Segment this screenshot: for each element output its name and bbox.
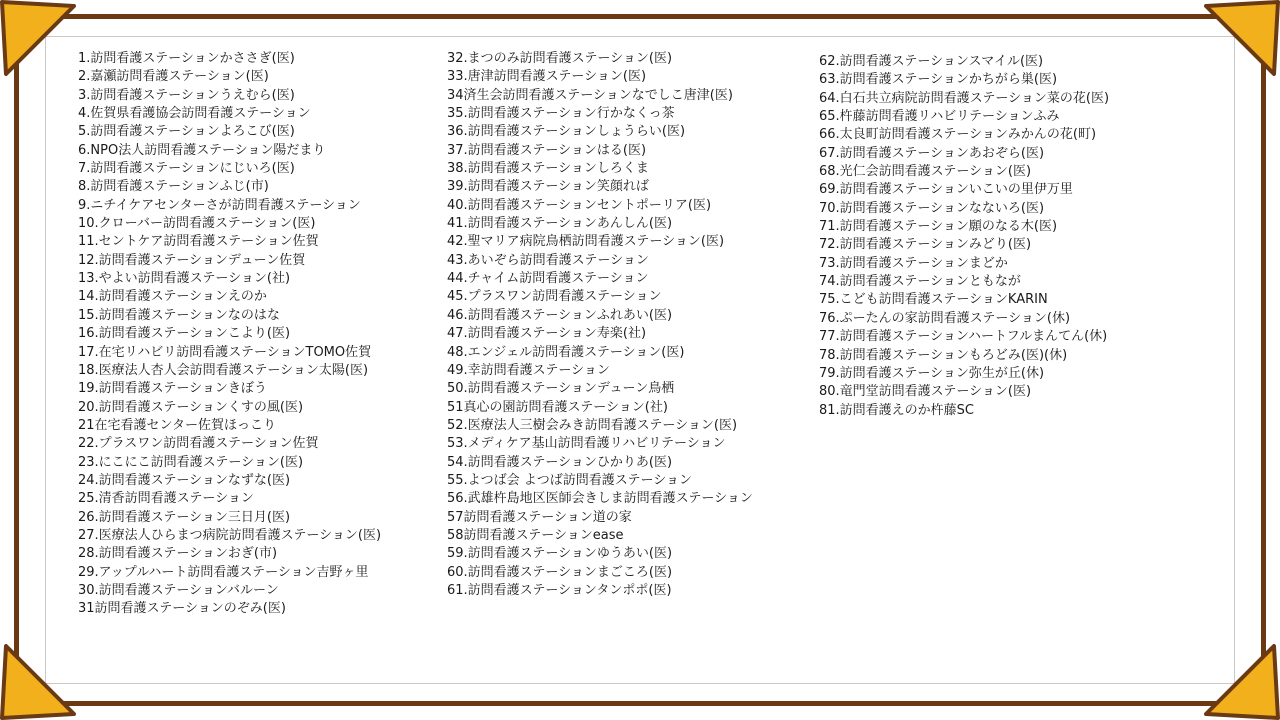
- station-list-item: 36.訪問看護ステーションしょうらい(医): [447, 124, 686, 140]
- station-list-item: 30.訪問看護ステーションバルーン: [78, 582, 279, 598]
- station-list-item: 80.竜門堂訪問看護ステーション(医): [819, 384, 1032, 400]
- station-list-item: 25.清香訪問看護ステーション: [78, 491, 254, 507]
- station-list-item: 44.チャイム訪問看護ステーション: [447, 271, 649, 287]
- station-list-item: 68.光仁会訪問看護ステーション(医): [819, 164, 1032, 180]
- station-list-item: 81.訪問看護えのか杵藤SC: [819, 402, 975, 418]
- station-list-item: 24.訪問看護ステーションなずな(医): [78, 472, 291, 488]
- station-list-column-3: [819, 53, 1109, 420]
- station-list-item: 6.NPO法人訪問看護ステーション陽だまり: [78, 142, 326, 158]
- station-list-column-2: [447, 50, 753, 600]
- station-list-item: 26.訪問看護ステーション三日月(医): [78, 509, 291, 525]
- station-list-item: 41.訪問看護ステーションあんしん(医): [447, 216, 673, 232]
- station-list-item: 57訪問看護ステーション道の家: [447, 509, 632, 525]
- station-list-item: 47.訪問看護ステーション寿楽(社): [447, 326, 647, 342]
- station-list-item: 40.訪問看護ステーションセントポーリア(医): [447, 197, 712, 213]
- station-list-item: 58訪問看護ステーションease: [447, 527, 624, 543]
- station-list-item: 54.訪問看護ステーションひかりあ(医): [447, 454, 673, 470]
- station-list-item: 15.訪問看護ステーションなのはな: [78, 307, 280, 323]
- station-list-item: 10.クローバー訪問看護ステーション(医): [78, 216, 316, 232]
- station-list-item: 71.訪問看護ステーション願のなる木(医): [819, 219, 1058, 235]
- station-list-item: 4.佐賀県看護協会訪問看護ステーション: [78, 106, 311, 122]
- station-list-item: 21在宅看護センター佐賀ほっこり: [78, 417, 277, 433]
- station-list-item: 52.医療法人三樹会みき訪問看護ステーション(医): [447, 417, 738, 433]
- station-list-item: 64.白石共立病院訪問看護ステーション菜の花(医): [819, 90, 1110, 106]
- station-list-item: 55.よつば会 よつば訪問看護ステーション: [447, 472, 693, 488]
- station-list-item: 42.聖マリア病院鳥栖訪問看護ステーション(医): [447, 234, 725, 250]
- station-list-item: 31訪問看護ステーションのぞみ(医): [78, 601, 286, 617]
- station-list-item: 17.在宅リハビリ訪問看護ステーションTOMO佐賀: [78, 344, 372, 360]
- station-list-item: 46.訪問看護ステーションふれあい(医): [447, 307, 673, 323]
- station-list-item: 66.太良町訪問看護ステーションみかんの花(町): [819, 127, 1097, 143]
- station-list-item: 74.訪問看護ステーションともなが: [819, 274, 1021, 290]
- station-list-item: 51真心の園訪問看護ステーション(社): [447, 399, 668, 415]
- station-list-item: 70.訪問看護ステーションなないろ(医): [819, 200, 1045, 216]
- station-list-item: 18.医療法人杏人会訪問看護ステーション太陽(医): [78, 362, 369, 378]
- station-list-item: 1.訪問看護ステーションかささぎ(医): [78, 51, 295, 66]
- station-list-item: 67.訪問看護ステーションあおぞら(医): [819, 145, 1045, 161]
- station-list-item: 63.訪問看護ステーションかちがら巣(医): [819, 72, 1058, 88]
- station-list-item: 13.やよい訪問看護ステーション(社): [78, 271, 291, 287]
- station-list-item: 16.訪問看護ステーションこより(医): [78, 326, 291, 342]
- station-list-item: 76.ぷーたんの家訪問看護ステーション(休): [819, 310, 1071, 326]
- station-list-item: 38.訪問看護ステーションしろくま: [447, 161, 649, 177]
- station-list-item: 79.訪問看護ステーション弥生が丘(休): [819, 365, 1045, 381]
- station-list-item: 29.アップルハート訪問看護ステーション吉野ヶ里: [78, 564, 369, 580]
- station-list-item: 35.訪問看護ステーション行かなくっ茶: [447, 106, 675, 122]
- station-list-item: 5.訪問看護ステーションよろこび(医): [78, 124, 295, 140]
- station-list-item: 45.プラスワン訪問看護ステーション: [447, 289, 662, 305]
- station-list-item: 62.訪問看護ステーションスマイル(医): [819, 54, 1044, 69]
- station-list-item: 19.訪問看護ステーションきぼう: [78, 381, 267, 397]
- station-list-item: 59.訪問看護ステーションゆうあい(医): [447, 546, 673, 562]
- station-list-item: 3.訪問看護ステーションうえむら(医): [78, 87, 295, 103]
- station-list-item: 75.こども訪問看護ステーションKARIN: [819, 292, 1048, 308]
- station-list-item: 56.武雄杵島地区医師会きしま訪問看護ステーション: [447, 491, 753, 507]
- station-list-item: 50.訪問看護ステーションデューン鳥栖: [447, 381, 675, 397]
- station-list-item: 53.メディケア基山訪問看護リハビリテーション: [447, 436, 726, 452]
- station-list-item: 12.訪問看護ステーションデューン佐賀: [78, 252, 306, 268]
- station-list-item: 37.訪問看護ステーションはる(医): [447, 142, 647, 158]
- station-list-item: 28.訪問看護ステーションおぎ(市): [78, 546, 278, 562]
- station-list-item: 20.訪問看護ステーションくすの風(医): [78, 399, 304, 415]
- station-list-item: 8.訪問看護ステーションふじ(市): [78, 179, 269, 195]
- station-list-item: 48.エンジェル訪問看護ステーション(医): [447, 344, 685, 360]
- station-list-item: 34済生会訪問看護ステーションなでしこ唐津(医): [447, 87, 733, 103]
- station-list-item: 65.杵藤訪問看護リハビリテーションふみ: [819, 109, 1060, 125]
- station-list-item: 43.あいぞら訪問看護ステーション: [447, 252, 649, 268]
- station-list-item: 78.訪問看護ステーションもろどみ(医)(休): [819, 347, 1068, 363]
- station-list-item: 49.幸訪問看護ステーション: [447, 362, 610, 378]
- station-list-item: 7.訪問看護ステーションにじいろ(医): [78, 161, 295, 177]
- station-list-item: 72.訪問看護ステーションみどり(医): [819, 237, 1032, 253]
- station-list-item: 61.訪問看護ステーションタンポポ(医): [447, 582, 672, 598]
- station-list-item: 33.唐津訪問看護ステーション(医): [447, 69, 647, 85]
- station-list-item: 22.プラスワン訪問看護ステーション佐賀: [78, 436, 319, 452]
- station-list-item: 27.医療法人ひらまつ病院訪問看護ステーション(医): [78, 527, 382, 543]
- station-list-item: 11.セントケア訪問看護ステーション佐賀: [78, 234, 319, 250]
- station-list-item: 14.訪問看護ステーションえのか: [78, 289, 267, 305]
- station-list-item: 2.嘉瀬訪問看護ステーション(医): [78, 69, 269, 85]
- station-list-item: 23.にこにこ訪問看護ステーション(医): [78, 454, 304, 470]
- station-list-item: 9.ニチイケアセンターさが訪問看護ステーション: [78, 197, 361, 213]
- station-list-item: 73.訪問看護ステーションまどか: [819, 255, 1008, 271]
- station-list-item: 77.訪問看護ステーションハートフルまんてん(休): [819, 329, 1108, 345]
- station-list-item: 32.まつのみ訪問看護ステーション(医): [447, 51, 673, 66]
- station-list-item: 60.訪問看護ステーションまごころ(医): [447, 564, 673, 580]
- station-list-column-1: [78, 50, 381, 619]
- station-list-item: 39.訪問看護ステーション笑顔れば: [447, 179, 649, 195]
- station-list-item: 69.訪問看護ステーションいこいの里伊万里: [819, 182, 1073, 198]
